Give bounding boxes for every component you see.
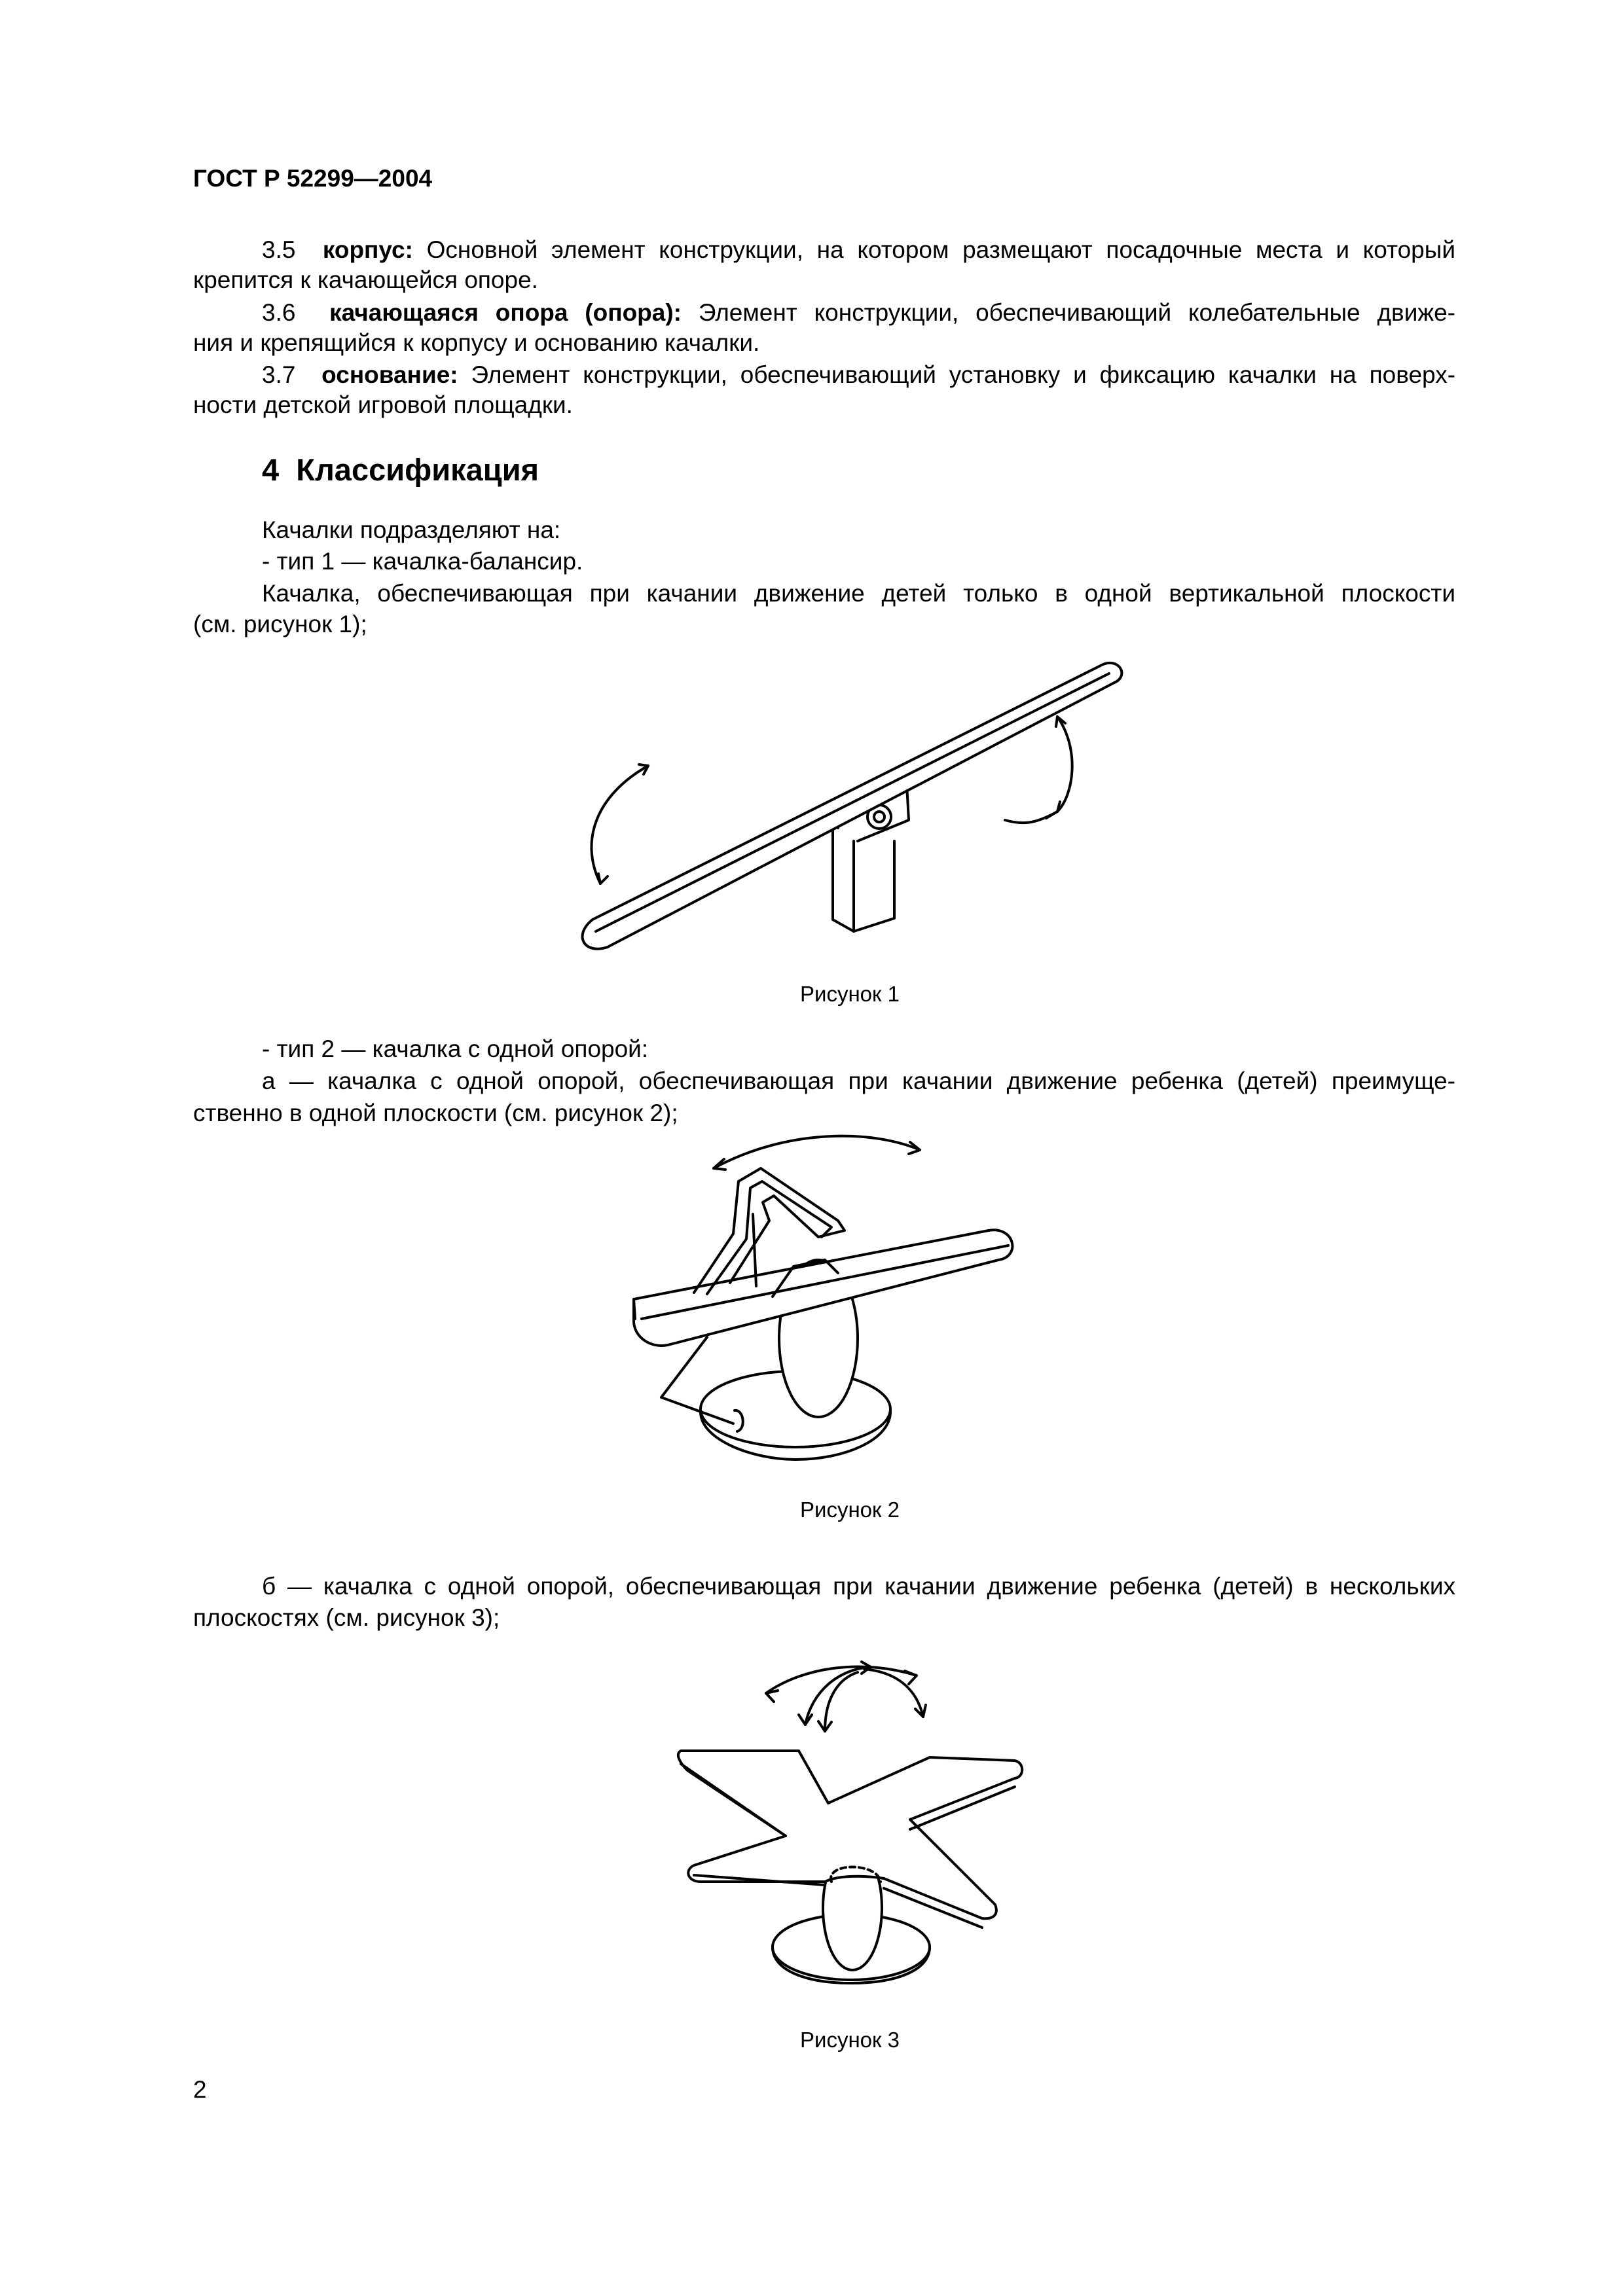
classification-intro: Качалки подразделяют на:	[262, 516, 561, 543]
type1-desc-line-1: Качалка, обеспечивающая при качании движение детей только в одной вертикальной плоскости	[262, 580, 1455, 607]
type2a-line-1: а — качалка с одной опорой, обеспечивающая при качании движение ребенка (детей) преимуще-	[262, 1067, 1455, 1094]
definition-3-6-line-2: ния и крепящийся к корпусу и основанию качалки.	[193, 329, 760, 356]
document-code: ГОСТ Р 52299—2004	[193, 165, 433, 192]
definition-3-7-line-2: ности детской игровой площадки.	[193, 391, 573, 418]
figure-1-caption: Рисунок 1	[800, 982, 900, 1006]
figure-2-caption: Рисунок 2	[800, 1498, 900, 1522]
term-base: основание:	[321, 361, 458, 388]
term-corpus: корпус:	[322, 236, 413, 263]
figure-2-single-support-rocker	[622, 1122, 1080, 1469]
figure-1-seesaw	[576, 645, 1139, 952]
figure-3-caption: Рисунок 3	[800, 2028, 900, 2052]
definition-3-5-line-2: крепится к качающейся опоре.	[193, 266, 538, 293]
definition-3-5-line-1: 3.5 корпус: Основной элемент конструкции, на котором размещают посадочные места и который	[262, 236, 1455, 263]
type1-label: - тип 1 — качалка-балансир.	[262, 548, 583, 575]
page-number: 2	[193, 2076, 207, 2103]
type2-label: - тип 2 — качалка с одной опорой:	[262, 1035, 649, 1062]
term-rocking-support: качающаяся опора (опора):	[329, 299, 682, 326]
type2b-line-2: плоскостях (см. рисунок 3);	[193, 1604, 500, 1631]
type2a-line-2: ственно в одной плоскости (см. рисунок 2);	[193, 1100, 678, 1126]
figure-3-multi-direction-rocker	[668, 1640, 1041, 2006]
definition-3-7-line-1: 3.7 основание: Элемент конструкции, обеспечивающий установку и фиксацию качалки на поверх-	[262, 361, 1456, 388]
type1-desc-line-2: (см. рисунок 1);	[193, 611, 367, 637]
section-heading: 4 Классификация	[262, 452, 539, 487]
type2b-line-1: б — качалка с одной опорой, обеспечивающая при качании движение ребенка (детей) в нескольких	[262, 1573, 1455, 1600]
definition-3-6-line-1: 3.6 качающаяся опора (опора): Элемент конструкции, обеспечивающий колебательные движе-	[262, 299, 1456, 326]
